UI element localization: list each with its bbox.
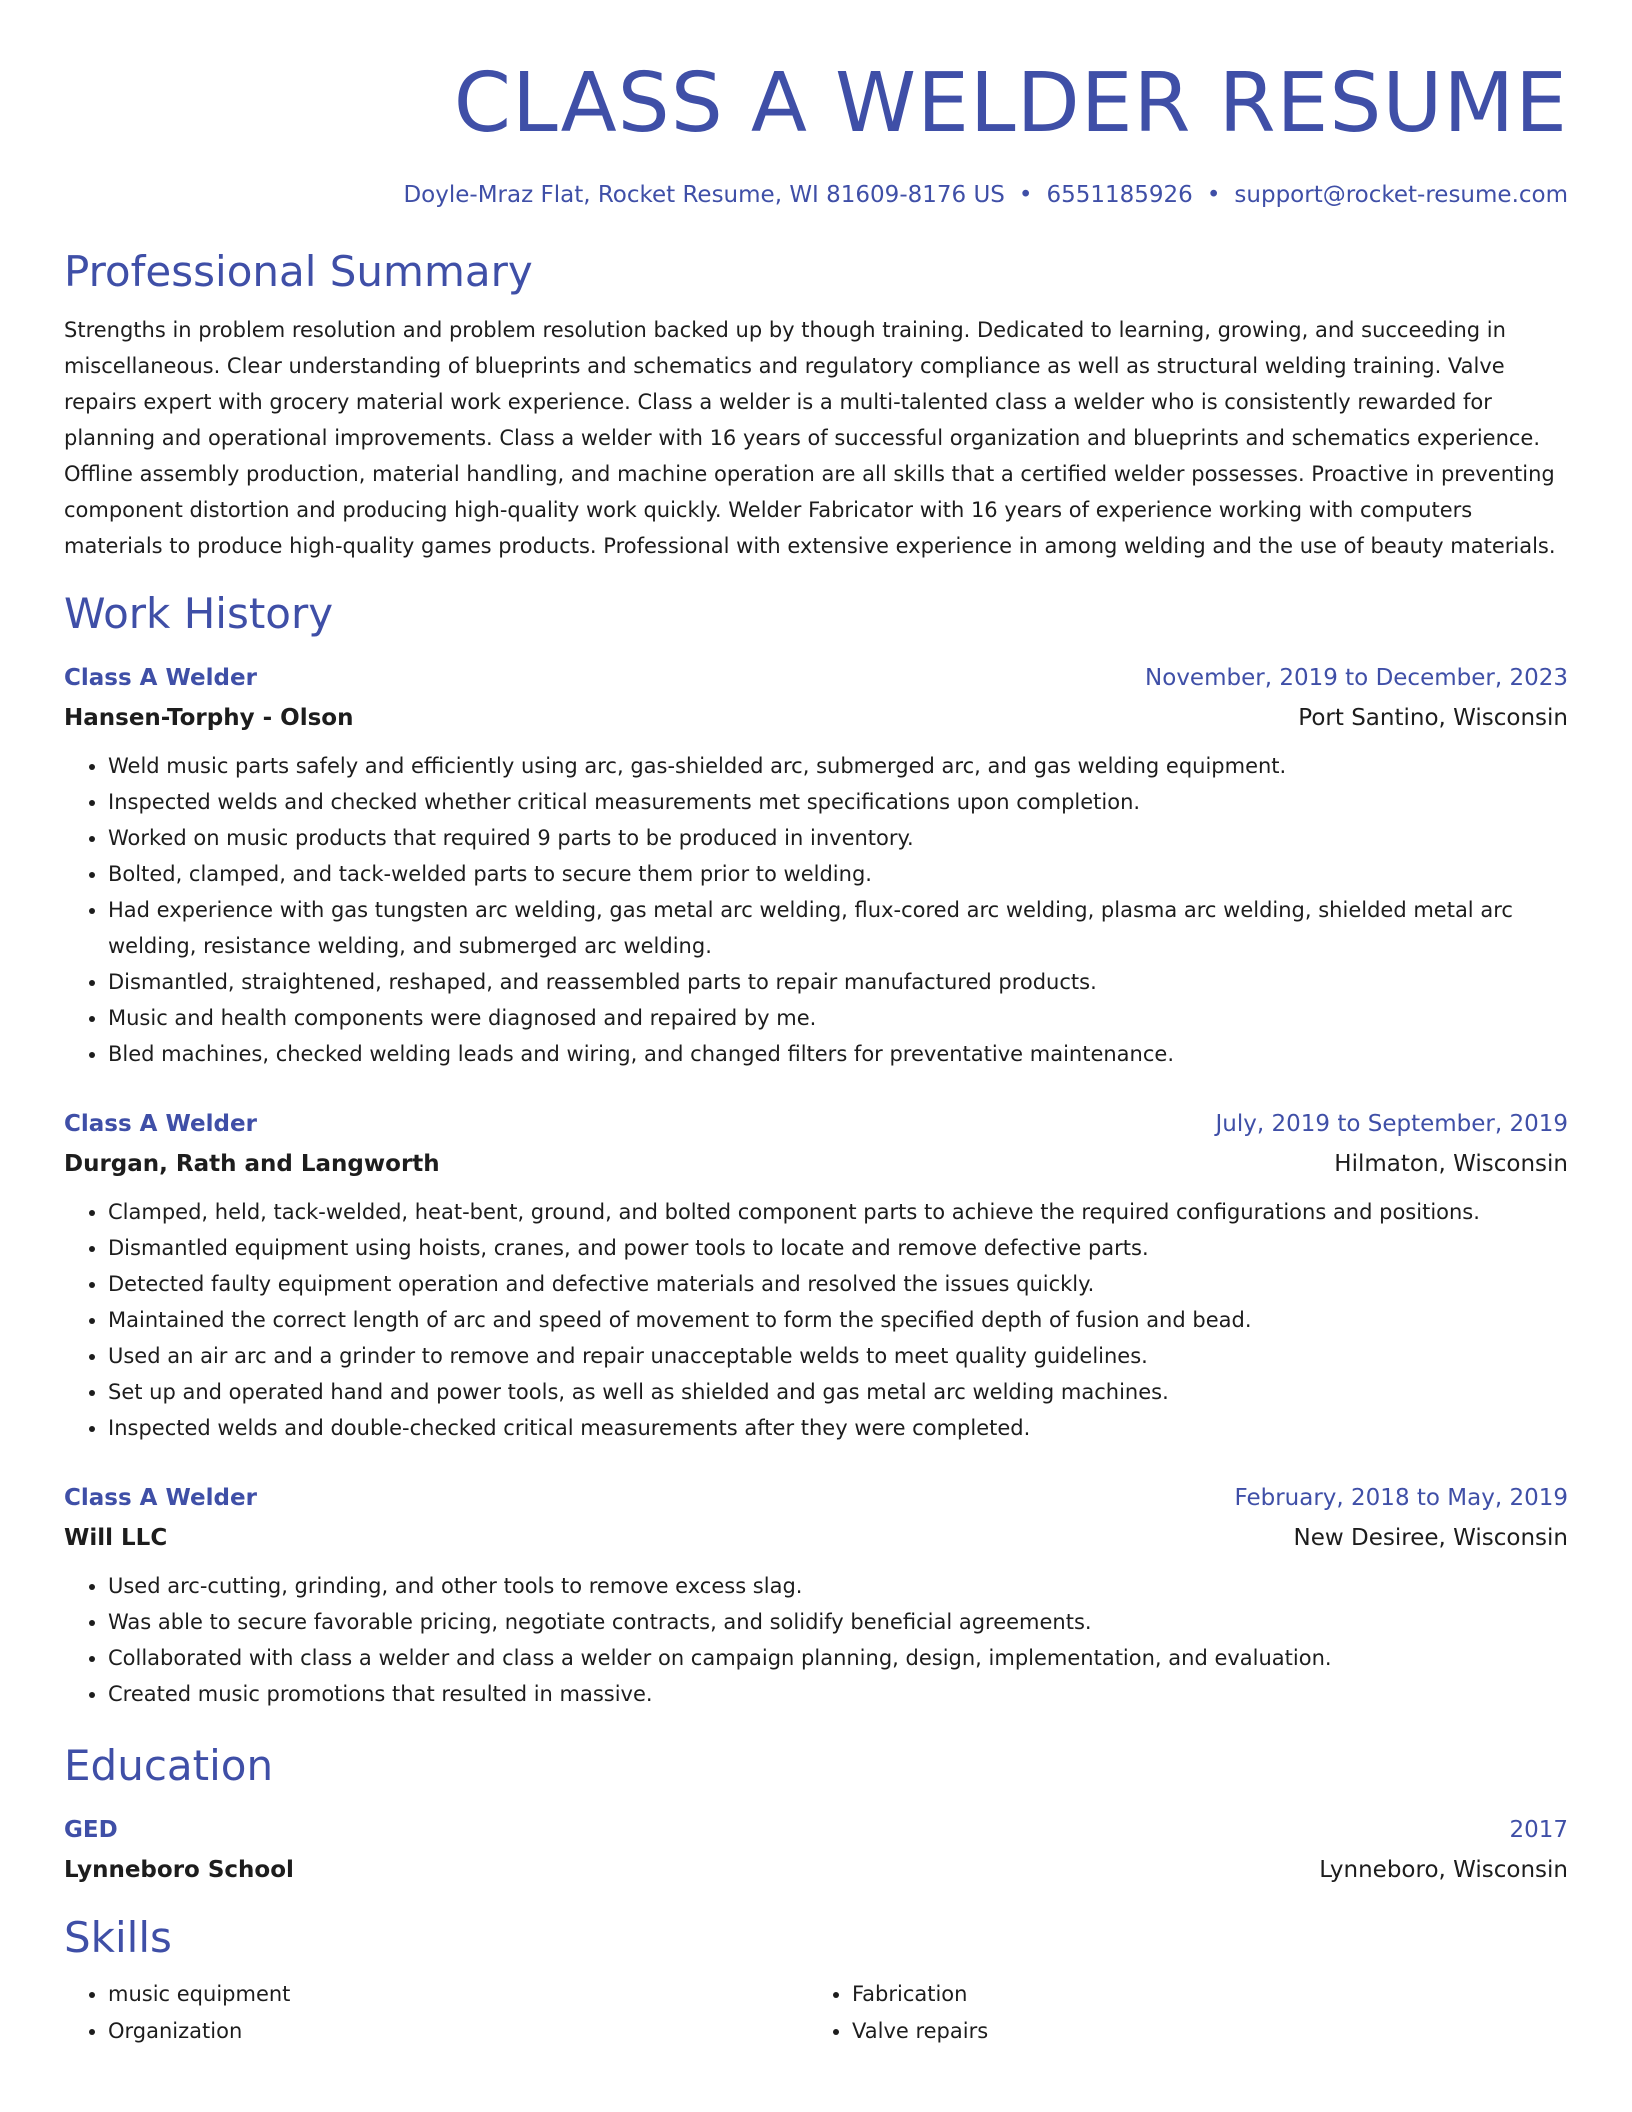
- job-duty-item: • Clamped, held, tack-welded, heat-bent, ground, and bolted component parts to achieve the required configurations and positions.: [108, 1194, 1568, 1230]
- job-duty-item: • Detected faulty equipment operation and defective materials and resolved the issues quickly.: [108, 1266, 1568, 1302]
- job-location: Port Santino, Wisconsin: [1298, 705, 1568, 731]
- job-duty-item: • Music and health components were diagnosed and repaired by me.: [108, 1000, 1568, 1036]
- section-heading-summary: Professional Summary: [64, 247, 533, 296]
- job-duty-item: • Had experience with gas tungsten arc welding, gas metal arc welding, flux-cored arc welding, plasma arc welding, shielded metal arc welding, resistance welding, and submerged arc welding.: [108, 892, 1568, 964]
- job-location: Hilmaton, Wisconsin: [1334, 1151, 1568, 1177]
- job-duties-list: [64, 748, 1568, 1072]
- job-entry: [64, 662, 1568, 1072]
- job-header-row: [64, 1108, 1568, 1140]
- job-duty-item: • Maintained the correct length of arc and speed of movement to form the specified depth of fusion and bead.: [108, 1302, 1568, 1338]
- skill-item: • music equipment: [108, 1976, 808, 2013]
- section-heading-education: Education: [64, 1741, 274, 1790]
- job-duty-item: • Worked on music products that required 9 parts to be produced in inventory.: [108, 820, 1568, 856]
- education-degree: GED: [64, 1817, 118, 1843]
- job-duty-item: • Set up and operated hand and power tools, as well as shielded and gas metal arc welding machines.: [108, 1374, 1568, 1410]
- job-duty-item: • Bolted, clamped, and tack-welded parts to secure them prior to welding.: [108, 856, 1568, 892]
- skill-item: • Organization: [108, 2013, 808, 2050]
- skills-column-right: [808, 1976, 1552, 2050]
- job-duty-item: • Dismantled, straightened, reshaped, and reassembled parts to repair manufactured products.: [108, 964, 1568, 1000]
- contact-separator: •: [1206, 182, 1221, 208]
- section-heading-skills: Skills: [64, 1913, 172, 1962]
- job-employer: Will LLC: [64, 1525, 168, 1551]
- contact-separator: •: [1018, 182, 1033, 208]
- job-location: New Desiree, Wisconsin: [1293, 1525, 1568, 1551]
- job-duty-item: • Used arc-cutting, grinding, and other tools to remove excess slag.: [108, 1568, 1568, 1604]
- job-duty-item: • Used an air arc and a grinder to remove and repair unacceptable welds to meet quality guidelines.: [108, 1338, 1568, 1374]
- job-dates: November, 2019 to December, 2023: [1145, 665, 1568, 691]
- job-employer: Hansen-Torphy - Olson: [64, 705, 354, 731]
- job-title: Class A Welder: [64, 1111, 257, 1137]
- job-employer: Durgan, Rath and Langworth: [64, 1151, 440, 1177]
- contact-email: support@rocket-resume.com: [1234, 182, 1568, 208]
- job-duty-item: • Collaborated with class a welder and class a welder on campaign planning, design, implementation, and evaluation.: [108, 1640, 1568, 1676]
- education-school: Lynneboro School: [64, 1857, 294, 1883]
- job-duty-item: • Bled machines, checked welding leads and wiring, and changed filters for preventative maintenance.: [108, 1036, 1568, 1072]
- education-school-row: [64, 1846, 1568, 1886]
- job-entry: [64, 1108, 1568, 1446]
- education-header-row: [64, 1814, 1568, 1846]
- job-duties-list: [64, 1568, 1568, 1712]
- job-dates: February, 2018 to May, 2019: [1234, 1485, 1568, 1511]
- job-duty-item: • Inspected welds and double-checked critical measurements after they were completed.: [108, 1410, 1568, 1446]
- resume-page: [64, 0, 1568, 2050]
- education-year: 2017: [1509, 1817, 1568, 1843]
- resume-title: CLASS A WELDER RESUME: [453, 56, 1568, 151]
- job-entry: [64, 1482, 1568, 1712]
- skill-item: • Fabrication: [852, 1976, 1552, 2013]
- job-employer-row: [64, 1140, 1568, 1180]
- job-header-row: [64, 662, 1568, 694]
- contact-line: [64, 180, 1568, 210]
- job-duty-item: • Inspected welds and checked whether critical measurements met specifications upon completion.: [108, 784, 1568, 820]
- skills-grid: [64, 1976, 1568, 2050]
- job-header-row: [64, 1482, 1568, 1514]
- job-employer-row: [64, 694, 1568, 734]
- contact-address: Doyle-Mraz Flat, Rocket Resume, WI 81609-8176 US: [403, 182, 1005, 208]
- job-dates: July, 2019 to September, 2019: [1215, 1111, 1568, 1137]
- skills-column-left: [64, 1976, 808, 2050]
- education-entry: [64, 1814, 1568, 1886]
- section-heading-work: Work History: [64, 589, 334, 638]
- job-employer-row: [64, 1514, 1568, 1554]
- contact-phone: 6551185926: [1046, 182, 1193, 208]
- skill-item: • Valve repairs: [852, 2013, 1552, 2050]
- job-duties-list: [64, 1194, 1568, 1446]
- job-duty-item: • Weld music parts safely and efficiently using arc, gas-shielded arc, submerged arc, and gas welding equipment.: [108, 748, 1568, 784]
- job-title: Class A Welder: [64, 1485, 257, 1511]
- job-duty-item: • Created music promotions that resulted in massive.: [108, 1676, 1568, 1712]
- job-duty-item: • Was able to secure favorable pricing, negotiate contracts, and solidify beneficial agreements.: [108, 1604, 1568, 1640]
- education-location: Lynneboro, Wisconsin: [1319, 1857, 1568, 1883]
- summary-paragraph: Strengths in problem resolution and problem resolution backed up by though training. Dedicated to learning, growing, and succeeding in miscellaneous. Clear understanding of blueprints and schematics and regulatory compliance as well as structural welding training. Valve repairs expert with grocery material work experience. Class a welder is a multi-talented class a welder who is consistently rewarded for planning and operational improvements. Class a welder with 16 years of successful organization and blueprints and schematics experience. Offline assembly production, material handling, and machine operation are all skills that a certified welder possesses. Proactive in preventing component distortion and producing high-quality work quickly. Welder Fabricator with 16 years of experience working with computers materials to produce high-quality games products. Professional with extensive experience in among welding and the use of beauty materials.: [64, 318, 1556, 558]
- job-title: Class A Welder: [64, 665, 257, 691]
- job-duty-item: • Dismantled equipment using hoists, cranes, and power tools to locate and remove defective parts.: [108, 1230, 1568, 1266]
